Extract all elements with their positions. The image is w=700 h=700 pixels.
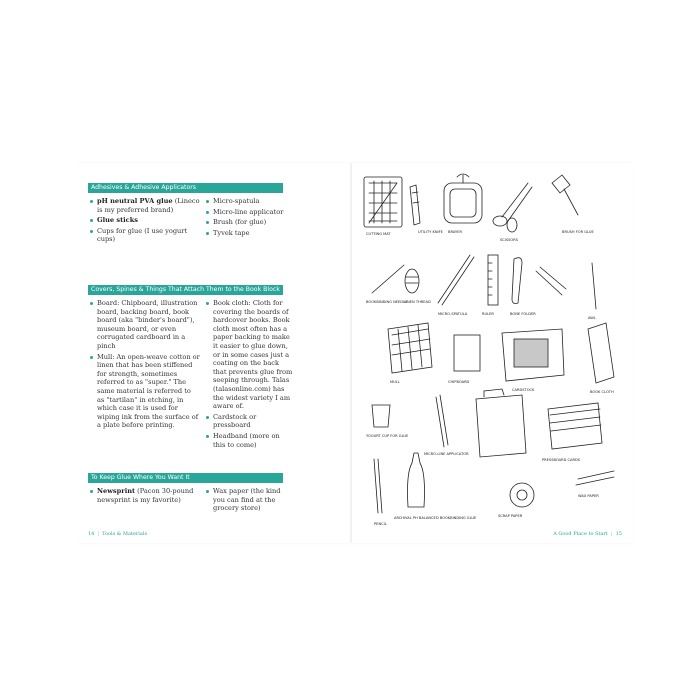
pressboard-cards-sketch [542,403,602,462]
chipboard-sketch [448,335,480,384]
section-col-left [90,299,200,432]
page-footer: 14 | Tools & Materials [88,531,148,537]
section-col-left [90,197,200,246]
sketch-label: RULER [482,312,494,316]
sketch-label: SCRAP PAPER [498,514,523,518]
list-item [90,216,200,225]
sketch-label: BONE FOLDER [510,312,536,316]
sketch-label: CUTTING MAT [366,232,391,236]
list-item [206,218,290,227]
glue-cup-sketch [366,405,409,438]
tape-roll-sketch [498,483,534,518]
item-text: Mull: An open-weave cotton or linen that has been stiffened for strength, sometimes referred to as "super." The same material is referred to as "tartilan" in etching, in which case it is used for wiping ink from the surface of a plate before printing. [97,352,200,430]
sketch-label: SCISSORS [500,238,519,242]
sketch-label: BOOK CLOTH [590,390,614,394]
list-item [206,413,294,430]
cutting-mat-sketch [364,177,402,236]
section-col-right [206,487,294,515]
mull-sketch [388,323,432,384]
list-item [90,353,200,430]
list-item [206,208,290,217]
sketch-label: ARCHIVAL PH BALANCED BOOKBINDING GLUE [394,516,477,520]
list-item [90,227,200,244]
item-text: Micro-line applicator [213,207,284,216]
item-term: pH neutral PVA glue [97,197,173,205]
sketch-label: CARDSTOCK [512,388,535,392]
item-text: Board: Chipboard, illustration board, backing board, book board (aka "binder's board"), museum board, or even corrugated cardboard in a pinch [97,299,198,350]
pencil-sketch [374,459,387,526]
item-text: Book cloth: Cloth for covering the boards of hardcover books. Book cloth most often has a paper backing to make it easier to glue down, or in some cases just a coating on the back that prevents glue from seeping through. Talas (talasonline.com) has the widest variety I am aware of. [213,299,293,411]
item-text: Cups for glue (I use yogurt cups) [97,226,188,244]
section-heading: Adhesives & Adhesive Applicators [88,183,283,193]
item-text: (Pacon 30-pound newsprint is my favorite) [97,487,194,504]
item-term: Newsprint [97,487,136,495]
utility-knife-sketch [410,185,444,234]
sketch-label: BRUSH FOR GLUE [562,230,594,234]
item-text: (Lineco is my preferred brand) [97,197,200,214]
bone-folder-sketch [510,258,566,316]
list-item [206,197,290,206]
item-text: Wax paper (the kind you can find at the grocery store) [213,487,281,513]
sketch-label: CHIPBOARD [448,380,470,384]
glue-bottle-sketch [394,453,477,520]
brayer-sketch [444,174,482,234]
item-term: Glue sticks [97,216,138,225]
section-col-right [206,299,294,451]
list-item [90,299,200,351]
sketch-label: PRESSBOARD CARDS [542,458,581,462]
sketch-label: BOOKBINDING NEEDLE [366,300,408,304]
scissors-sketch [493,183,532,242]
section-heading: Covers, Spines & Things That Attach Them to the Book Block [88,285,283,295]
brush-sketch [552,175,594,234]
section-col-left [90,487,200,506]
left-page [78,163,350,543]
page-number: 14 [88,531,95,537]
micro-line-applicator-sketch [424,395,469,456]
list-item [206,299,294,411]
page-number: 15 [615,531,622,537]
section-name: A Good Place to Start [553,531,608,537]
sketch-label: MICRO-LINE APPLICATOR [424,452,469,456]
sketch-label: PENCIL [374,522,387,526]
item-text: Headband (more on this to come) [213,431,280,449]
list-item [206,432,294,449]
page-footer: A Good Place to Start | 15 [553,531,622,537]
sketch-label: MULL [390,380,400,384]
section-heading: To Keep Glue Where You Want It [88,473,283,483]
micro-spatula-sketch [438,255,474,316]
item-text: Tyvek tape [213,228,250,237]
sketch-label: UTILITY KNIFE [418,230,443,234]
sketch-label: YOGURT CUP FOR GLUE [366,434,409,438]
sketch-label: WAX PAPER [578,494,599,498]
item-text: Cardstock or pressboard [213,412,257,430]
list-item [90,197,200,214]
book-cloth-sketch [502,323,614,394]
item-text: Brush (for glue) [213,218,267,227]
list-item [206,229,290,238]
sketch-label: AWL [588,316,596,320]
list-item [206,487,294,513]
awl-sketch [588,263,596,320]
item-text: Micro-spatula [213,197,260,205]
sketch-label: BRAYER [448,230,462,234]
needle-thread-sketch [366,265,431,304]
sketch-label: LINEN THREAD [404,300,431,304]
list-item [90,487,200,504]
section-col-right [206,197,290,239]
folder-sketch [476,389,526,457]
sketch-label: MICRO-SPATULA [438,312,468,316]
wax-paper-sketch [576,471,614,498]
tools-illustration [352,163,632,543]
ruler-sketch [482,255,498,316]
right-page [352,163,632,543]
section-name: Tools & Materials [102,531,148,537]
